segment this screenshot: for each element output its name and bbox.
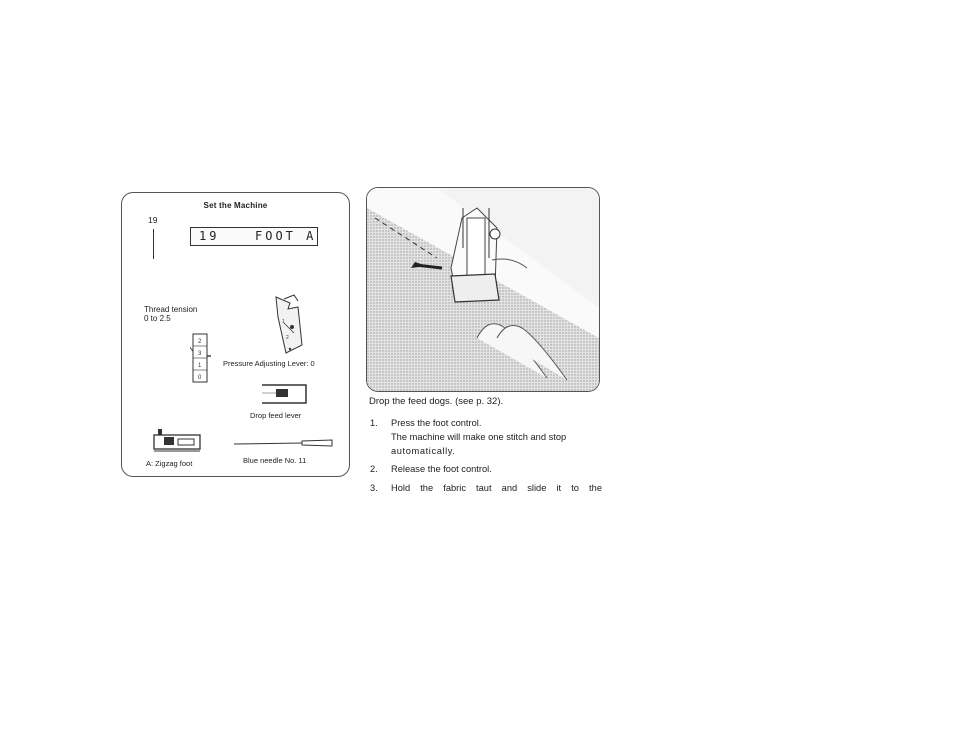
lcd-display bbox=[190, 227, 318, 246]
svg-text:1: 1 bbox=[198, 363, 202, 369]
step-1-detail-line1: The machine will make one stitch and stop bbox=[391, 432, 567, 442]
sewing-photo bbox=[366, 187, 600, 392]
step-2-text: Release the foot control. bbox=[391, 464, 492, 474]
thread-tension-range: 0 to 2.5 bbox=[144, 314, 171, 323]
svg-text:0: 0 bbox=[198, 375, 202, 381]
pressure-lever-label: Pressure Adjusting Lever: 0 bbox=[223, 359, 315, 368]
svg-text:3: 3 bbox=[198, 351, 202, 357]
svg-text:2: 2 bbox=[286, 335, 289, 341]
drop-feed-lever-icon bbox=[260, 379, 312, 407]
step-1-detail-line2: automatically. bbox=[391, 446, 456, 456]
step-1-text: Press the foot control. bbox=[391, 418, 482, 428]
step-3-text: Hold the fabric taut and slide it to the bbox=[391, 483, 602, 493]
sewing-illustration-icon bbox=[367, 188, 599, 391]
pattern-indicator-line bbox=[153, 229, 154, 259]
panel-title: Set the Machine bbox=[203, 201, 268, 210]
step-1-number: 1. bbox=[370, 418, 378, 428]
pattern-number: 19 bbox=[148, 215, 158, 225]
step-2-number: 2. bbox=[370, 464, 378, 474]
zigzag-foot-icon bbox=[152, 425, 206, 455]
pressure-lever-icon bbox=[264, 293, 312, 355]
thread-tension-label bbox=[144, 305, 197, 323]
svg-text:1: 1 bbox=[282, 319, 285, 325]
machine-settings-panel bbox=[121, 192, 350, 477]
svg-text:2: 2 bbox=[198, 339, 202, 345]
needle-label: Blue needle No. 11 bbox=[243, 456, 307, 465]
thread-tension-title: Thread tension bbox=[144, 305, 198, 314]
drop-feed-instruction: Drop the feed dogs. (see p. 32). bbox=[369, 396, 504, 407]
lcd-foot-text: FOOT A bbox=[255, 229, 317, 243]
zigzag-foot-label: A: Zigzag foot bbox=[146, 459, 193, 468]
thread-tension-dial-icon bbox=[190, 332, 212, 384]
lcd-pattern-number: 19 bbox=[199, 229, 220, 243]
needle-icon bbox=[232, 437, 336, 449]
drop-feed-lever-label: Drop feed lever bbox=[250, 411, 302, 420]
step-3-number: 3. bbox=[370, 483, 378, 493]
